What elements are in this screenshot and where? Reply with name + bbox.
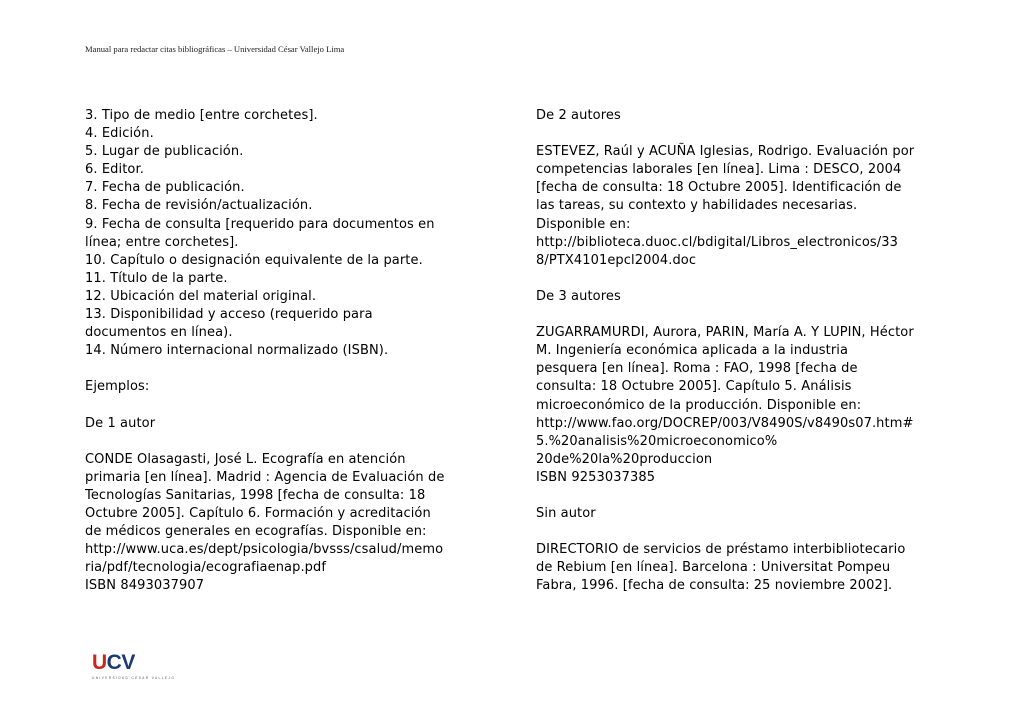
text-line: 14. Número internacional normalizado (ISBN). [85, 343, 389, 359]
ucv-logo [92, 651, 176, 690]
logo-wordmark [92, 652, 152, 674]
text-line: competencias laborales [en línea]. Lima : DESCO, 2004 [536, 162, 902, 178]
right-column [536, 107, 956, 596]
logo-letters-cv: CV [106, 651, 135, 674]
text-line: ISBN 9253037385 [536, 469, 656, 485]
text-line: Fabra, 1996. [fecha de consulta: 25 noviembre 2002]. [536, 578, 893, 594]
text-line: [fecha de consulta: 18 Octubre 2005]. Identificación de [536, 180, 902, 196]
text-line: pesquera [en línea]. Roma : FAO, 1998 [fecha de [536, 361, 858, 377]
text-line: 13. Disponibilidad y acceso (requerido para [85, 307, 373, 323]
text-line: 8/PTX4101epcl2004.doc [536, 252, 697, 268]
text-line: 3. Tipo de medio [entre corchetes]. [85, 108, 318, 123]
text-line: las tareas, su contexto y habilidades necesarias. [536, 198, 858, 214]
logo-letter-u: U [92, 651, 107, 674]
text-line: 6. Editor. [85, 162, 144, 178]
blank-line [536, 270, 956, 288]
text-line: 4. Edición. [85, 126, 154, 142]
blank-line [536, 125, 956, 143]
text-line: CONDE Olasagasti, José L. Ecografía en atención [85, 451, 406, 467]
text-line: De 1 autor [85, 415, 156, 431]
text-line: 12. Ubicación del material original. [85, 288, 317, 304]
text-line: Tecnologías Sanitarias, 1998 [fecha de consulta: 18 [85, 487, 426, 503]
logo-subtitle: UNIVERSIDAD CÉSAR VALLEJO [92, 676, 176, 680]
text-line: http://biblioteca.duoc.cl/bdigital/Libros_electronicos/33 [536, 234, 898, 250]
text-line: M. Ingeniería económica aplicada a la industria [536, 343, 849, 359]
text-line: Octubre 2005]. Capítulo 6. Formación y acreditación [85, 506, 431, 522]
text-line: ESTEVEZ, Raúl y ACUÑA Iglesias, Rodrigo. Evaluación por [536, 144, 915, 160]
text-line: microeconómico de la producción. Disponible en: [536, 397, 862, 413]
blank-line [536, 306, 956, 324]
text-line: 10. Capítulo o designación equivalente de la parte. [85, 252, 423, 268]
text-line: Ejemplos: [85, 379, 150, 395]
blank-line [536, 523, 956, 541]
blank-line [85, 397, 505, 415]
text-line: De 3 autores [536, 288, 621, 304]
text-line: 9. Fecha de consulta [requerido para documentos en [85, 216, 435, 232]
text-line: 5.%20analisis%20microeconomico% [536, 433, 778, 449]
page-header: Manual para redactar citas bibliográficas – Universidad César Vallejo Lima [85, 44, 345, 54]
text-line: ZUGARRAMURDI, Aurora, PARIN, María A. Y LUPIN, Héctor [536, 325, 914, 341]
text-line: Disponible en: [536, 216, 631, 232]
text-line: 11. Título de la parte. [85, 270, 228, 286]
text-line: ria/pdf/tecnologia/ecografiaenap.pdf [85, 560, 327, 576]
text-line: 8. Fecha de revisión/actualización. [85, 198, 313, 214]
text-line: de médicos generales en ecografías. Disponible en: [85, 524, 427, 540]
blank-line [85, 433, 505, 451]
text-line: 20de%20la%20produccion [536, 451, 713, 467]
blank-line [85, 360, 505, 378]
text-line: http://www.uca.es/dept/psicologia/bvsss/csalud/memo [85, 542, 444, 558]
text-line: Sin autor [536, 506, 596, 522]
text-line: documentos en línea). [85, 325, 233, 341]
blank-line [536, 487, 956, 505]
text-line: línea; entre corchetes]. [85, 234, 239, 250]
text-line: DIRECTORIO de servicios de préstamo interbibliotecario [536, 542, 906, 558]
text-line: primaria [en línea]. Madrid : Agencia de Evaluación de [85, 469, 445, 485]
left-column [85, 107, 505, 596]
text-line: consulta: 18 Octubre 2005]. Capítulo 5. Análisis [536, 379, 852, 395]
text-line: 5. Lugar de publicación. [85, 144, 244, 160]
text-line: http://www.fao.org/DOCREP/003/V8490S/v8490s07.htm# [536, 415, 914, 431]
text-line: ISBN 8493037907 [85, 578, 205, 594]
text-line: De 2 autores [536, 108, 621, 123]
text-line: 7. Fecha de publicación. [85, 180, 245, 196]
text-line: de Rebium [en línea]. Barcelona : Universitat Pompeu [536, 560, 891, 576]
